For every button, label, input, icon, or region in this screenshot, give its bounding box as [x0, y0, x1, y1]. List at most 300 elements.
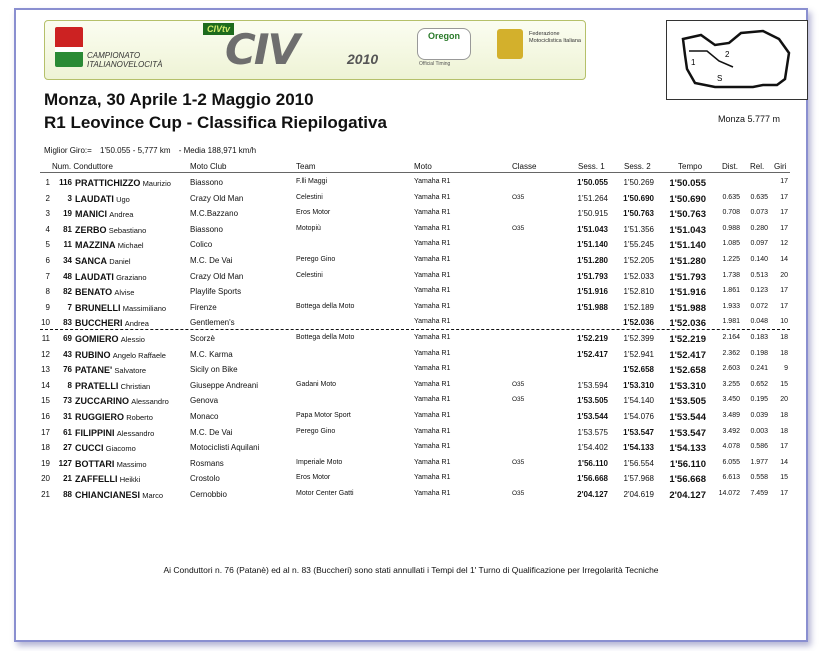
driver-surname: RUGGIERO — [75, 412, 125, 422]
oregon-subtitle: Official Timing — [419, 61, 451, 67]
cell-gap-to-leader: 1.981 — [722, 318, 740, 326]
cell-team: Eros Motor — [296, 209, 331, 217]
cell-moto-club: Biassono — [190, 178, 223, 187]
driver-first-name: Christian — [120, 381, 151, 391]
track-label-s: S — [717, 74, 723, 83]
cell-position: 9 — [45, 302, 50, 312]
driver-first-name: Ugo — [116, 194, 130, 204]
cell-best-time: 1'51.988 — [669, 302, 706, 314]
cell-driver-name — [75, 194, 130, 204]
page-title: Monza, 30 Aprile 1-2 Maggio 2010 — [44, 90, 314, 109]
cell-gap-to-previous: 0.652 — [750, 380, 768, 388]
cell-best-time: 1'51.140 — [669, 240, 706, 252]
cell-best-time: 1'52.036 — [669, 318, 706, 330]
cell-position: 17 — [41, 427, 50, 437]
cell-best-time: 1'51.280 — [669, 256, 706, 267]
cell-position: 16 — [41, 412, 50, 421]
cell-gap-to-leader: 2.603 — [722, 365, 740, 373]
cell-best-time: 1'53.547 — [669, 427, 706, 439]
cell-session1-time: 1'51.916 — [577, 287, 608, 297]
cell-session2-time: 1'52.658 — [623, 365, 654, 375]
cell-position: 5 — [45, 240, 50, 250]
cell-best-time: 1'52.219 — [669, 334, 706, 345]
cell-race-number: 88 — [63, 490, 72, 499]
campionato-label — [87, 51, 162, 69]
cell-session1-time: 1'50.915 — [577, 209, 608, 219]
cell-race-number: 11 — [63, 240, 72, 250]
cell-position: 3 — [45, 209, 50, 219]
cell-team: Gadani Moto — [296, 380, 337, 388]
cell-race-number: 43 — [63, 349, 72, 359]
cell-best-time: 1'54.133 — [669, 443, 706, 455]
header-rel: Rel. — [750, 162, 765, 171]
cell-gap-to-leader: 0.635 — [722, 193, 740, 201]
cell-gap-to-leader: 3.255 — [722, 380, 740, 388]
cell-gap-to-leader: 2.164 — [722, 334, 740, 341]
cell-session2-time: 1'50.269 — [623, 178, 654, 187]
table-row — [0, 487, 822, 502]
cell-position: 14 — [41, 380, 50, 390]
cell-team: Perego Gino — [296, 256, 336, 263]
cell-motorcycle: Yamaha R1 — [414, 443, 451, 451]
cell-moto-club: Monaco — [190, 412, 219, 421]
cell-gap-to-leader: 0.708 — [722, 209, 740, 217]
cell-class: O35 — [512, 193, 525, 201]
cell-team: Imperiale Moto — [296, 458, 343, 466]
cell-session1-time: 1'53.505 — [577, 396, 608, 406]
cell-gap-to-leader: 3.489 — [722, 412, 740, 419]
cell-moto-club: Biassono — [190, 224, 223, 234]
cell-gap-to-leader: 3.492 — [722, 427, 740, 435]
driver-surname: FILIPPINI — [75, 427, 115, 438]
cell-driver-name — [75, 256, 131, 266]
cell-gap-to-leader: 2.362 — [722, 349, 740, 357]
driver-surname: ZUCCARINO — [75, 396, 129, 407]
cell-motorcycle: Yamaha R1 — [414, 334, 451, 341]
cell-position: 12 — [41, 349, 50, 359]
cell-gap-to-previous: 0.097 — [750, 240, 768, 248]
driver-first-name: Graziano — [116, 272, 147, 282]
cell-race-number: 61 — [63, 427, 72, 437]
cell-laps: 18 — [780, 412, 788, 419]
cell-gap-to-previous: 0.280 — [750, 224, 768, 232]
cell-race-number: 81 — [63, 224, 72, 234]
cell-gap-to-previous: 0.513 — [750, 271, 768, 279]
cell-gap-to-leader: 3.450 — [722, 396, 740, 404]
cell-best-time: 1'51.043 — [669, 224, 706, 236]
cell-session2-time: 1'57.968 — [623, 474, 654, 484]
driver-surname: PATANE' — [75, 365, 113, 376]
cell-class: O35 — [512, 490, 525, 497]
cell-laps: 14 — [780, 256, 788, 263]
driver-first-name: Andrea — [124, 319, 149, 329]
cell-position: 4 — [45, 224, 50, 234]
driver-first-name: Angelo Raffaele — [112, 350, 166, 360]
cell-moto-club: Giuseppe Andreani — [190, 380, 259, 390]
track-label-1: 1 — [691, 58, 696, 67]
track-map — [666, 20, 808, 100]
table-row — [0, 237, 822, 252]
cell-laps: 17 — [780, 209, 788, 217]
cell-motorcycle: Yamaha R1 — [414, 302, 451, 310]
driver-first-name: Massimo — [116, 459, 147, 469]
cell-position: 2 — [45, 193, 50, 203]
table-row — [0, 191, 822, 206]
cell-session2-time: 2'04.619 — [623, 490, 654, 499]
cell-gap-to-leader: 1.738 — [722, 271, 740, 279]
cell-motorcycle: Yamaha R1 — [414, 256, 451, 263]
driver-surname: CHIANCIANESI — [75, 490, 141, 500]
cell-gap-to-previous: 0.072 — [750, 302, 768, 310]
driver-first-name: Maurizio — [142, 179, 171, 188]
cell-moto-club: M.C. Karma — [190, 349, 233, 359]
driver-surname: MANICI — [75, 209, 107, 220]
footnote: Ai Conduttori n. 76 (Patanè) ed al n. 83 (Buccheri) sono stati annullati i Tempi del 1' Turno di Qualificazione per Irregolarità Tecniche — [163, 565, 659, 575]
driver-first-name: Giacomo — [105, 444, 136, 454]
cell-class: O35 — [512, 380, 525, 388]
cell-motorcycle: Yamaha R1 — [414, 380, 451, 388]
driver-first-name: Sebastiano — [108, 225, 147, 235]
cell-session1-time: 1'52.219 — [577, 334, 608, 343]
cell-moto-club: Motociclisti Aquilani — [190, 443, 260, 453]
cell-session1-time: 1'51.264 — [577, 193, 608, 203]
cell-position: 20 — [41, 474, 50, 484]
header-team: Team — [296, 162, 316, 171]
cell-best-time: 1'56.110 — [669, 458, 706, 470]
cell-moto-club: Gentlemen's — [190, 318, 235, 328]
cell-motorcycle: Yamaha R1 — [414, 490, 451, 497]
cell-gap-to-previous: 0.048 — [750, 318, 768, 326]
cell-team: Celestini — [296, 193, 323, 201]
cell-moto-club: M.C. De Vai — [190, 256, 233, 265]
cell-session1-time: 1'53.594 — [577, 380, 608, 390]
cell-driver-name — [75, 459, 147, 469]
driver-surname: LAUDATI — [75, 271, 114, 282]
driver-surname: CUCCI — [75, 443, 104, 454]
table-row — [0, 393, 822, 408]
cell-race-number: 83 — [63, 318, 72, 328]
qualification-cut-line — [40, 329, 790, 330]
table-row — [0, 206, 822, 221]
cell-gap-to-previous: 0.558 — [750, 474, 768, 482]
cell-motorcycle: Yamaha R1 — [414, 365, 451, 373]
cell-laps: 17 — [780, 224, 788, 232]
cell-gap-to-previous: 0.003 — [750, 427, 768, 435]
civtv-badge: CIVtv — [203, 23, 234, 35]
driver-first-name: Alessio — [120, 335, 145, 344]
cell-team: Papa Motor Sport — [296, 412, 351, 419]
cell-team: Perego Gino — [296, 427, 336, 435]
cell-motorcycle: Yamaha R1 — [414, 396, 451, 404]
cell-session1-time: 1'53.575 — [577, 427, 608, 437]
cell-session1-time: 1'50.055 — [577, 178, 608, 187]
cell-laps: 18 — [780, 349, 788, 357]
civ-logo-icon — [55, 27, 83, 67]
civ-year: 2010 — [347, 51, 379, 67]
cell-gap-to-previous: 0.140 — [750, 256, 768, 263]
header-moto: Moto — [414, 162, 432, 171]
cell-moto-club: Colico — [190, 240, 213, 250]
cell-gap-to-leader: 0.988 — [722, 224, 740, 232]
cell-motorcycle: Yamaha R1 — [414, 240, 451, 248]
cell-motorcycle: Yamaha R1 — [414, 318, 451, 326]
header-tempo: Tempo — [678, 162, 703, 171]
cell-driver-name — [75, 303, 166, 313]
table-row — [0, 253, 822, 268]
table-row — [0, 284, 822, 299]
cell-session2-time: 1'53.547 — [623, 427, 654, 437]
cell-race-number: 48 — [63, 271, 72, 281]
cell-race-number: 82 — [63, 287, 72, 297]
cell-session2-time: 1'52.036 — [623, 318, 654, 328]
cell-session1-time: 1'52.417 — [577, 349, 608, 359]
cell-gap-to-previous: 0.073 — [750, 209, 768, 217]
cell-motorcycle: Yamaha R1 — [414, 224, 451, 232]
cell-gap-to-leader: 6.055 — [722, 458, 740, 466]
cell-driver-name — [75, 209, 133, 219]
driver-surname: BRUNELLI — [75, 302, 121, 313]
cell-laps: 20 — [780, 396, 788, 404]
cell-driver-name — [75, 225, 146, 235]
header-sess2: Sess. 2 — [624, 162, 651, 171]
cell-race-number: 21 — [63, 474, 72, 484]
driver-surname: PRATELLI — [75, 380, 119, 391]
driver-surname: ZAFFELLI — [75, 474, 118, 485]
cell-session1-time: 1'56.668 — [577, 474, 608, 484]
cell-race-number: 19 — [63, 209, 72, 219]
italiano-text: ITALIANOVELOCITÀ — [87, 60, 163, 69]
cell-best-time: 1'52.658 — [669, 365, 706, 377]
civ-banner — [44, 20, 586, 80]
cell-best-time: 1'53.310 — [669, 380, 706, 392]
cell-moto-club: Crazy Old Man — [190, 271, 244, 281]
best-lap-label: Miglior Giro:= — [44, 146, 92, 155]
best-lap-time: 1'50.055 - 5,777 km — [100, 146, 171, 155]
cell-motorcycle: Yamaha R1 — [414, 412, 451, 419]
table-row — [0, 471, 822, 486]
table-row — [0, 378, 822, 393]
cell-best-time: 1'51.793 — [669, 271, 706, 283]
cell-session1-time: 1'51.280 — [577, 256, 608, 265]
page-subtitle: R1 Leovince Cup - Classifica Riepilogativa — [44, 113, 387, 132]
cell-motorcycle: Yamaha R1 — [414, 193, 451, 201]
cell-session1-time: 1'51.043 — [577, 224, 608, 234]
table-row — [0, 347, 822, 362]
cell-motorcycle: Yamaha R1 — [414, 427, 451, 435]
table-row — [0, 175, 822, 190]
header-dist: Dist. — [722, 162, 738, 171]
cell-gap-to-leader: 1.085 — [722, 240, 740, 248]
cell-gap-to-previous: 0.586 — [750, 443, 768, 451]
cell-moto-club: M.C.Bazzano — [190, 209, 239, 219]
cell-race-number: 127 — [58, 458, 72, 468]
cell-moto-club: Genova — [190, 396, 219, 406]
cell-gap-to-previous: 0.123 — [750, 287, 768, 295]
cell-race-number: 73 — [63, 396, 72, 406]
driver-surname: ZERBO — [75, 224, 107, 235]
driver-first-name: Alessandro — [116, 428, 155, 438]
driver-surname: BUCCHERI — [75, 318, 123, 329]
cell-position: 1 — [45, 178, 50, 187]
cell-position: 21 — [41, 490, 50, 499]
table-row — [0, 409, 822, 424]
header-num-driver: Num. Conduttore — [52, 162, 113, 171]
cell-laps: 18 — [780, 334, 788, 341]
cell-session1-time: 1'51.988 — [577, 302, 608, 312]
cell-moto-club: Crazy Old Man — [190, 193, 244, 203]
table-row — [0, 362, 822, 377]
cell-race-number: 7 — [67, 302, 72, 312]
cell-driver-name — [75, 412, 153, 422]
cell-best-time: 1'50.690 — [669, 193, 706, 205]
cell-laps: 12 — [780, 240, 788, 248]
cell-position: 15 — [41, 396, 50, 406]
fmi-text: Federazione Motociclistica Italiana — [529, 31, 581, 44]
best-lap-info — [44, 146, 262, 155]
cell-class: O35 — [512, 396, 525, 404]
cell-best-time: 1'53.505 — [669, 396, 706, 408]
cell-race-number: 27 — [63, 443, 72, 453]
cell-position: 7 — [45, 271, 50, 281]
cell-best-time: 1'53.544 — [669, 412, 706, 423]
cell-team: Bottega della Moto — [296, 334, 355, 341]
cell-gap-to-previous: 0.241 — [750, 365, 768, 373]
cell-race-number: 34 — [63, 256, 72, 265]
cell-laps: 9 — [784, 365, 788, 373]
driver-surname: PRATTICHIZZO — [75, 178, 141, 188]
cell-motorcycle: Yamaha R1 — [414, 271, 451, 279]
cell-gap-to-previous: 0.195 — [750, 396, 768, 404]
table-row — [0, 331, 822, 346]
campionato-text: CAMPIONATO — [87, 51, 141, 60]
cell-laps: 17 — [780, 443, 788, 451]
cell-team: Motor Center Gatti — [296, 490, 354, 497]
cell-motorcycle: Yamaha R1 — [414, 209, 451, 217]
cell-driver-name — [75, 396, 169, 406]
cell-session1-time: 1'51.140 — [577, 240, 608, 250]
table-row — [0, 425, 822, 440]
cell-race-number: 31 — [63, 412, 72, 421]
cell-driver-name — [75, 365, 146, 375]
oregon-logo: Oregon — [417, 28, 471, 60]
cell-moto-club: Rosmans — [190, 458, 224, 468]
driver-surname: GOMIERO — [75, 334, 119, 344]
cell-moto-club: Firenze — [190, 302, 217, 312]
cell-motorcycle: Yamaha R1 — [414, 458, 451, 466]
cell-driver-name — [75, 240, 144, 250]
cell-gap-to-previous: 0.635 — [750, 193, 768, 201]
driver-surname: LAUDATI — [75, 193, 114, 204]
cell-driver-name — [75, 318, 149, 328]
cell-laps: 10 — [780, 318, 788, 326]
cell-best-time: 1'50.763 — [669, 209, 706, 221]
driver-first-name: Michael — [117, 241, 144, 251]
cell-laps: 18 — [780, 427, 788, 435]
cell-position: 6 — [45, 256, 50, 265]
cell-gap-to-previous: 0.198 — [750, 349, 768, 357]
driver-first-name: Andrea — [109, 210, 134, 220]
cell-laps: 17 — [780, 178, 788, 185]
cell-moto-club: M.C. De Vai — [190, 427, 233, 437]
cell-session1-time: 1'53.544 — [577, 412, 608, 421]
cell-session1-time: 2'04.127 — [577, 490, 608, 499]
cell-laps: 17 — [780, 302, 788, 310]
cell-moto-club: Scorzè — [190, 334, 215, 343]
cell-gap-to-leader: 6.613 — [722, 474, 740, 482]
cell-session2-time: 1'54.133 — [623, 443, 654, 453]
cell-session1-time: 1'54.402 — [577, 443, 608, 453]
cell-session2-time: 1'50.763 — [623, 209, 654, 219]
cell-session2-time: 1'52.205 — [623, 256, 654, 265]
table-row — [0, 300, 822, 315]
cell-session2-time: 1'52.189 — [623, 302, 654, 312]
cell-team: F.lli Maggi — [296, 178, 328, 185]
driver-first-name: Massimiliano — [122, 303, 167, 313]
driver-surname: MAZZINA — [75, 240, 116, 251]
cell-driver-name — [75, 428, 154, 438]
cell-team: Eros Motor — [296, 474, 331, 482]
header-giri: Giri — [774, 162, 787, 171]
table-row — [0, 440, 822, 455]
table-row — [0, 456, 822, 471]
cell-best-time: 2'04.127 — [669, 490, 706, 501]
cell-moto-club: Cernobbio — [190, 490, 227, 499]
cell-position: 19 — [41, 458, 50, 468]
cell-gap-to-previous: 0.183 — [750, 334, 768, 341]
table-row — [0, 222, 822, 237]
cell-position: 18 — [41, 443, 50, 453]
cell-race-number: 8 — [67, 380, 72, 390]
cell-position: 13 — [41, 365, 50, 375]
cell-moto-club: Crostolo — [190, 474, 220, 484]
cell-motorcycle: Yamaha R1 — [414, 349, 451, 357]
cell-session2-time: 1'55.245 — [623, 240, 654, 250]
cell-session1-time: 1'51.793 — [577, 271, 608, 281]
cell-driver-name — [75, 490, 163, 500]
cell-team: Celestini — [296, 271, 323, 279]
driver-surname: BOTTARI — [75, 458, 115, 469]
cell-laps: 17 — [780, 193, 788, 201]
header-sess1: Sess. 1 — [578, 162, 605, 171]
track-caption: Monza 5.777 m — [718, 114, 781, 124]
cell-gap-to-previous: 0.039 — [750, 412, 768, 419]
cell-laps: 14 — [780, 458, 788, 466]
cell-driver-name — [75, 287, 134, 297]
cell-laps: 17 — [780, 287, 788, 295]
cell-laps: 15 — [780, 474, 788, 482]
cell-session1-time: 1'56.110 — [577, 458, 608, 468]
driver-first-name: Roberto — [126, 413, 153, 422]
cell-session2-time: 1'54.076 — [623, 412, 654, 421]
driver-surname: RUBINO — [75, 349, 111, 360]
cell-driver-name — [75, 381, 150, 391]
cell-laps: 17 — [780, 490, 788, 497]
cell-driver-name — [75, 350, 166, 360]
cell-best-time: 1'52.417 — [669, 349, 706, 361]
header-classe: Classe — [512, 162, 537, 171]
cell-moto-club: Sicily on Bike — [190, 365, 238, 375]
cell-position: 10 — [41, 318, 50, 328]
cell-driver-name — [75, 334, 145, 344]
cell-laps: 20 — [780, 271, 788, 279]
cell-driver-name — [75, 443, 136, 453]
cell-driver-name — [75, 272, 147, 282]
cell-gap-to-previous: 7.459 — [750, 490, 768, 497]
track-label-2: 2 — [725, 50, 730, 59]
cell-race-number: 3 — [67, 193, 72, 203]
cell-team: Bottega della Moto — [296, 302, 355, 310]
cell-session2-time: 1'53.310 — [623, 380, 654, 390]
